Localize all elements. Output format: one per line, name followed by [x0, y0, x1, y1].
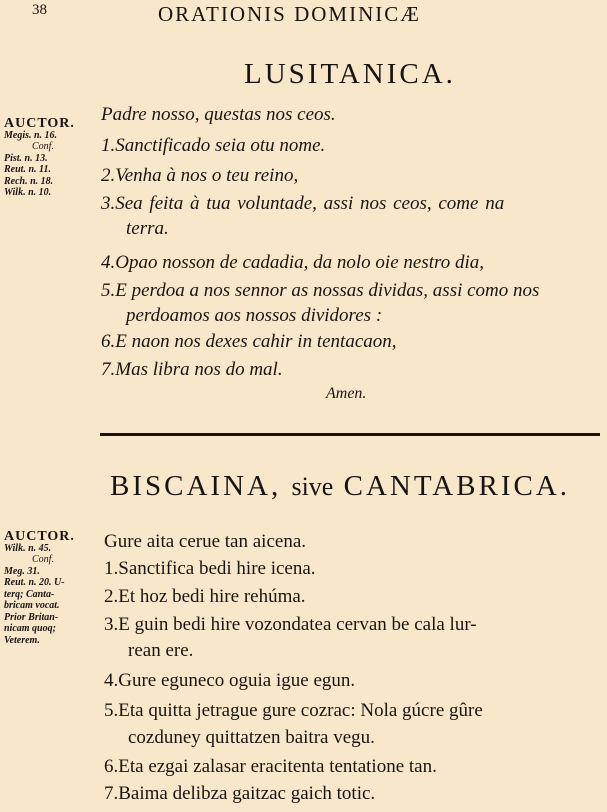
prayer-line-continuation: cozduney quittatzen baitra vegu. [128, 727, 375, 748]
prayer-line-continuation: rean ere. [128, 640, 194, 661]
title-end: CANTABRICA. [343, 470, 571, 502]
section-title-lusitanica: LUSITANICA. [244, 58, 456, 90]
auctor-ref: Conf. [32, 141, 54, 152]
prayer-line: 5.Eta quitta jetrague gure cozrac: Nola gúcre gûre [104, 700, 483, 721]
page-number: 38 [32, 2, 47, 18]
auctor-notes-biscaina [4, 531, 100, 646]
amen: Amen. [326, 385, 367, 402]
auctor-ref: Megis. n. 16. [4, 129, 58, 141]
prayer-line: 3.Sea feita à tua voluntade, assi nos ceos, come na [101, 193, 505, 214]
auctor-ref: Prior Britan- [4, 611, 59, 623]
auctor-label: AUCTOR. [4, 116, 75, 131]
auctor-ref: Wilk. n. 45. [4, 542, 52, 554]
prayer-line: 2.Et hoz bedi hire rehúma. [104, 586, 306, 607]
title-sive: sive [291, 472, 334, 501]
prayer-line-continuation: terra. [126, 218, 169, 239]
auctor-ref: Reut. n. 11. [4, 164, 51, 175]
prayer-line: 2.Venha à nos o teu reino, [101, 165, 299, 186]
auctor-ref: Wilk. n. 10. [4, 187, 52, 198]
auctor-ref: bricam vocat. [4, 600, 60, 611]
prayer-line: 7.Baima delibza gaitzac gaich totic. [104, 783, 376, 804]
section-divider [100, 433, 600, 436]
prayer-line-continuation: perdoamos aos nossos dividores : [126, 305, 383, 326]
prayer-line: 1.Sanctificado seia otu nome. [101, 135, 326, 156]
prayer-line: 4.Opao nosson de cadadia, da nolo oie nestro dia, [101, 252, 484, 273]
prayer-line: Padre nosso, questas nos ceos. [101, 104, 336, 125]
auctor-label: AUCTOR. [4, 529, 75, 544]
auctor-ref: nicam quoq; [4, 623, 56, 634]
prayer-line: 6.E naon nos dexes cahir in tentacaon, [101, 331, 397, 352]
prayer-line: 7.Mas libra nos do mal. [101, 359, 283, 380]
auctor-ref: Rech. n. 18. [4, 175, 54, 187]
prayer-line: 3.E guin bedi hire vozondatea cervan be cala lur- [104, 614, 477, 635]
prayer-line: 5.E perdoa a nos sennor as nossas dividas, assi como nos [101, 280, 540, 301]
title-main: BISCAINA, [110, 470, 282, 502]
running-head: ORATIONIS DOMINICÆ [158, 2, 421, 26]
section-title-biscaina [110, 470, 570, 503]
auctor-ref: Reut. n. 20. U- [4, 577, 65, 588]
prayer-line: 6.Eta ezgai zalasar eracitenta tentatione tan. [104, 756, 437, 777]
auctor-ref: Veterem. [4, 634, 40, 646]
auctor-ref: Conf. [32, 554, 54, 565]
prayer-line: 4.Gure eguneco oguia igue egun. [104, 670, 356, 691]
prayer-line: Gure aita cerue tan aicena. [104, 531, 307, 552]
auctor-ref: terq; Canta- [4, 588, 55, 600]
auctor-notes-lusitanica [4, 118, 99, 199]
auctor-ref: Meg. 31. [4, 565, 40, 577]
auctor-ref: Pist. n. 13. [4, 152, 48, 164]
prayer-line: 1.Sanctifica bedi hire icena. [104, 558, 316, 579]
